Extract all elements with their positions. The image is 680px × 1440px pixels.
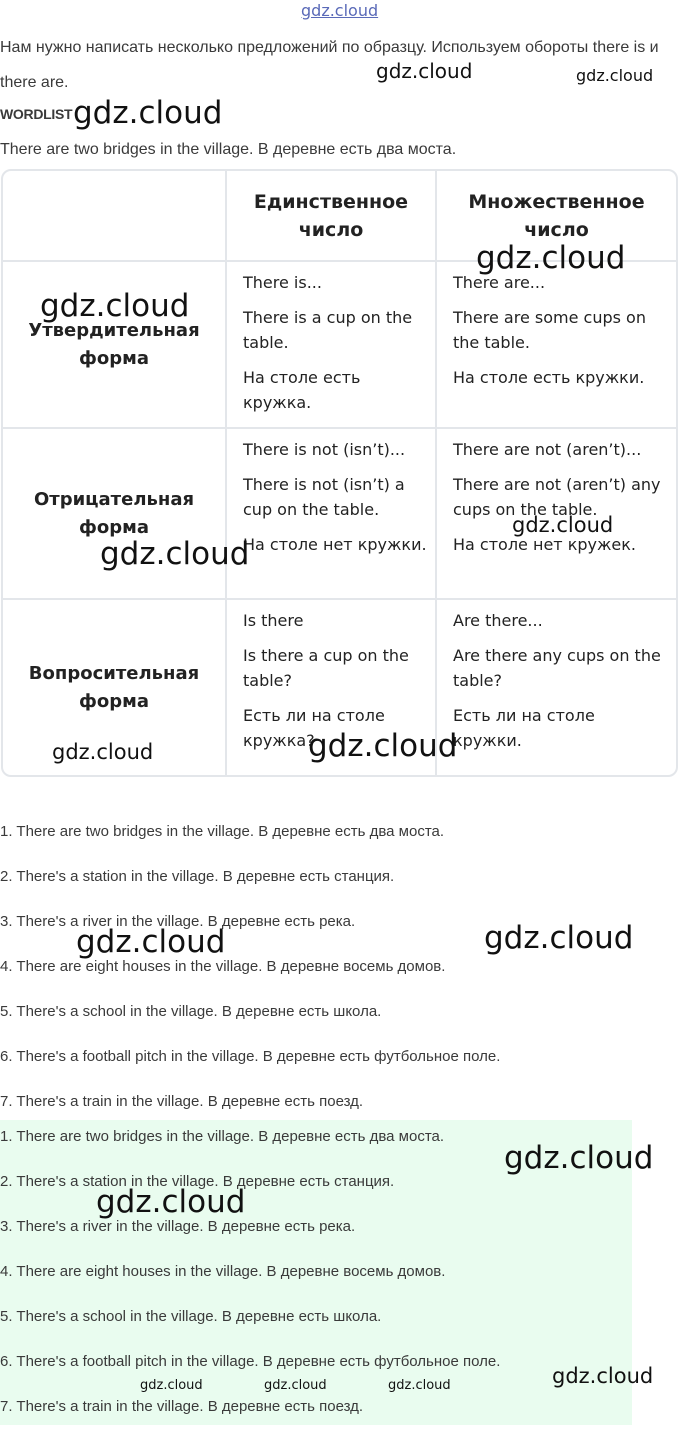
intro-text: Нам нужно написать несколько предложений по образцу. Используем обороты there is и there are.	[0, 39, 659, 91]
answer-line: 2. There's a station in the village. В деревне есть станция.	[0, 868, 395, 885]
watermark: gdz.cloud	[484, 920, 634, 956]
watermark: gdz.cloud	[52, 740, 154, 764]
row-label-affirmative: Утвердительная форма	[3, 262, 227, 429]
watermark: gdz.cloud	[140, 1378, 203, 1393]
watermark: gdz.cloud	[40, 288, 190, 324]
table-corner-cell	[3, 171, 227, 262]
answer-line: 3. There's a river in the village. В деревне есть река.	[0, 1218, 356, 1235]
answer-line: 6. There's a football pitch in the village. В деревне есть футбольное поле.	[0, 1048, 501, 1065]
formula: There is...	[243, 273, 322, 292]
answer-line: 5. There's a school in the village. В деревне есть школа.	[0, 1308, 382, 1325]
formula: There are not (aren’t)...	[453, 440, 642, 459]
answer-line: 3. There's a river in the village. В деревне есть река.	[0, 913, 356, 930]
watermark: gdz.cloud	[376, 59, 473, 83]
header-plural: Множественное число	[437, 171, 676, 262]
watermark-top-link[interactable]: gdz.cloud	[301, 1, 379, 20]
watermark: gdz.cloud	[100, 536, 250, 572]
example-ru: Есть ли на столе кружка?	[243, 706, 385, 750]
watermark: gdz.cloud	[476, 240, 626, 276]
example-ru: На столе нет кружек.	[453, 535, 636, 554]
wordlist-label[interactable]: WORDLIST	[0, 106, 73, 122]
watermark: gdz.cloud	[512, 513, 614, 537]
header-singular: Единственное число	[227, 171, 437, 262]
watermark: gdz.cloud	[388, 1378, 451, 1393]
watermark: gdz.cloud	[73, 95, 223, 131]
example-ru: На столе есть кружка.	[243, 368, 361, 412]
example-en: There are not (aren’t) any cups on the table.	[453, 475, 661, 519]
negative-singular-cell	[227, 429, 437, 600]
watermark: gdz.cloud	[576, 66, 654, 85]
row-label-negative: Отрицательная форма	[3, 429, 227, 600]
watermark: gdz.cloud	[76, 924, 226, 960]
answer-line: 5. There's a school in the village. В деревне есть школа.	[0, 1003, 382, 1020]
example-en: There are some cups on the table.	[453, 308, 646, 352]
watermark: gdz.cloud	[552, 1364, 654, 1388]
answer-list	[0, 820, 680, 1135]
example-ru: На столе есть кружки.	[453, 368, 645, 387]
answer-line: 2. There's a station in the village. В деревне есть станция.	[0, 1173, 395, 1190]
answer-line: 1. There are two bridges in the village. В деревне есть два моста.	[0, 823, 445, 840]
affirmative-plural-cell	[437, 262, 676, 429]
answer-line: 4. There are eight houses in the village. В деревне восемь домов.	[0, 1263, 446, 1280]
example-en: There is not (isn’t) a cup on the table.	[243, 475, 405, 519]
example-ru: На столе нет кружки.	[243, 535, 427, 554]
example-en: Are there any cups on the table?	[453, 646, 661, 690]
formula: There are...	[453, 273, 546, 292]
question-plural-cell	[437, 600, 676, 775]
watermark: gdz.cloud	[264, 1378, 327, 1393]
watermark: gdz.cloud	[96, 1184, 246, 1220]
example-ru: Есть ли на столе кружки.	[453, 706, 595, 750]
row-label-question: Вопросительная форма	[3, 600, 227, 775]
answer-line: 7. There's a train in the village. В деревне есть поезд.	[0, 1093, 364, 1110]
formula: Are there...	[453, 611, 543, 630]
watermark: gdz.cloud	[308, 728, 458, 764]
example-sentence: There are two bridges in the village. В деревне есть два моста.	[0, 141, 457, 158]
formula: There is not (isn’t)...	[243, 440, 406, 459]
watermark: gdz.cloud	[504, 1140, 654, 1176]
answer-line: 1. There are two bridges in the village. В деревне есть два моста.	[0, 1128, 445, 1145]
answer-line: 7. There's a train in the village. В деревне есть поезд.	[0, 1398, 364, 1415]
answer-line: 4. There are eight houses in the village. В деревне восемь домов.	[0, 958, 446, 975]
example-en: Is there a cup on the table?	[243, 646, 409, 690]
example-en: There is a cup on the table.	[243, 308, 413, 352]
answer-line: 6. There's a football pitch in the village. В деревне есть футбольное поле.	[0, 1353, 501, 1370]
formula: Is there	[243, 611, 304, 630]
affirmative-singular-cell	[227, 262, 437, 429]
